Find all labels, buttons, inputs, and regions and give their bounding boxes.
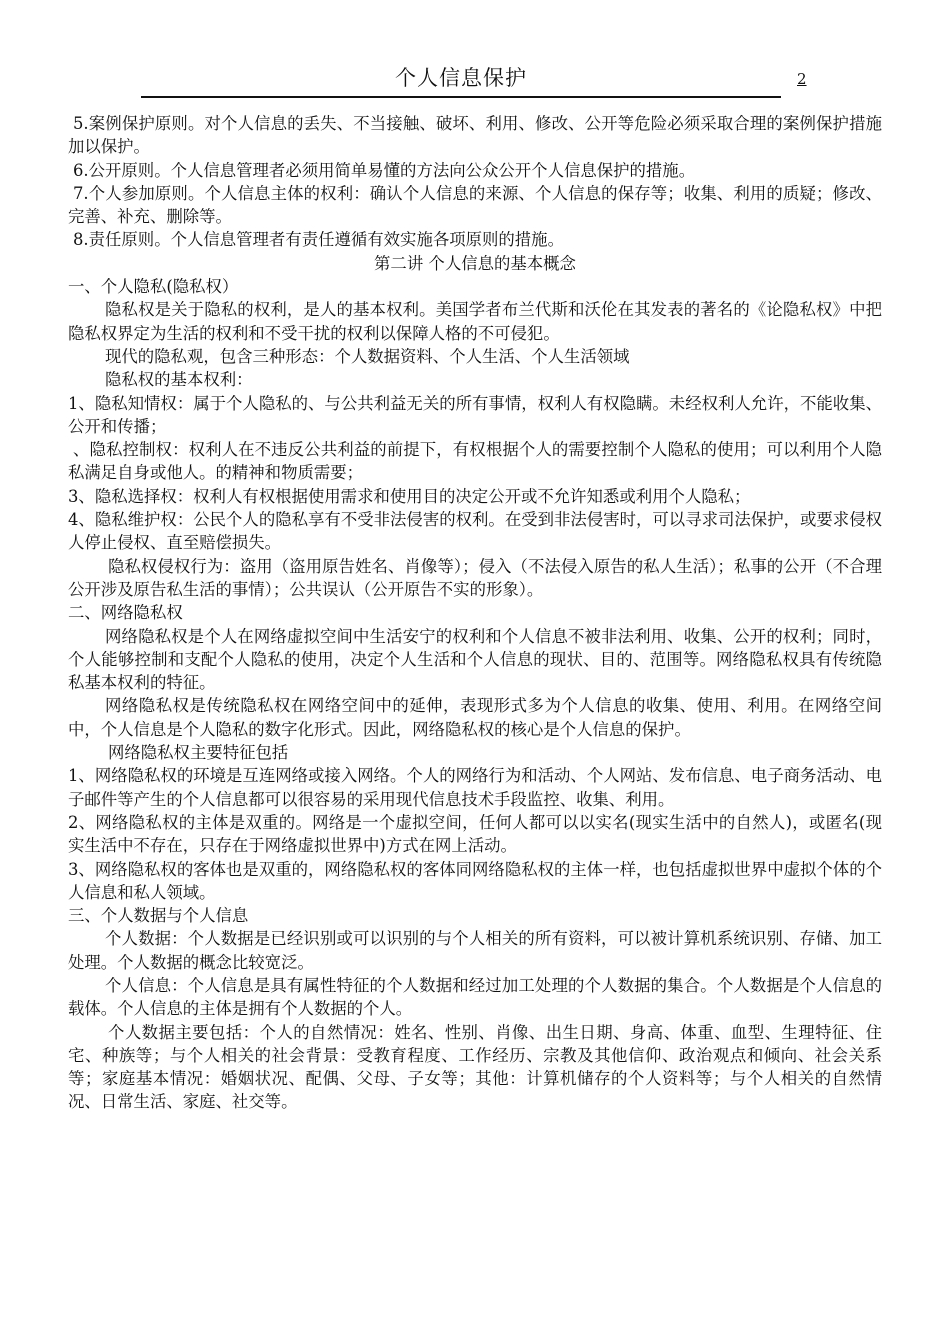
body-paragraph: 网络隐私权是传统隐私权在网络空间中的延伸，表现形式多为个人信息的收集、使用、利用。在网络空间中，个人信息是个人隐私的数字化形式。因此，网络隐私权的核心是个人信息的保护。 [68,696,882,739]
principle-paragraph: 8.责任原则。个人信息管理者有责任遵循有效实施各项原则的措施。 [73,230,564,250]
body-paragraph: 个人数据：个人数据是已经识别或可以识别的与个人相关的所有资料，可以被计算机系统识别、存储、加工处理。个人数据的概念比较宽泛。 [68,929,882,972]
body-paragraph: 隐私权的基本权利： [105,370,253,390]
list-item: 3、网络隐私权的客体也是双重的，网络隐私权的客体同网络隐私权的主体一样，也包括虚拟世界中虚拟个体的个人信息和私人领域。 [68,859,882,902]
list-item: 1、网络隐私权的环境是互连网络或接入网络。个人的网络行为和活动、个人网站、发布信息、电子商务活动、电子邮件等产生的个人信息都可以很容易的采用现代信息技术手段监控、收集、利用。 [68,766,882,809]
page-header-title: 个人信息保护 [395,66,527,90]
section-heading: 一、个人隐私(隐私权） [68,277,239,297]
body-paragraph: 网络隐私权主要特征包括 [108,743,289,763]
body-paragraph: 现代的隐私观，包含三种形态：个人数据资料、个人生活、个人生活领域 [105,346,630,366]
body-paragraph: 个人数据主要包括：个人的自然情况：姓名、性别、肖像、出生日期、身高、体重、血型、生理特征、住宅、种族等；与个人相关的社会背景：受教育程度、工作经历、宗教及其他信仰、政治观点和倾向、社会关系等；家庭基本情况：婚姻状况、配偶、父母、子女等；其他：计算机储存的个人资料等；与个人相关的自然情况、日常生活、家庭、社交等。 [68,1022,882,1112]
body-paragraph: 个人信息：个人信息是具有属性特征的个人数据和经过加工处理的个人数据的集合。个人数据是个人信息的载体。个人信息的主体是拥有个人数据的个人。 [68,975,882,1019]
document-body [68,112,882,1114]
list-item: 1、隐私知情权：属于个人隐私的、与公共利益无关的所有事情，权利人有权隐瞒。未经权利人允许，不能收集、公开和传播； [68,393,882,436]
page-number: 2 [797,70,807,88]
body-paragraph: 隐私权是关于隐私的权利，是人的基本权利。美国学者布兰代斯和沃伦在其发表的著名的《论隐私权》中把隐私权界定为生活的权利和不受干扰的权利以保障人格的不可侵犯。 [68,300,882,343]
principle-paragraph: 6.公开原则。个人信息管理者必须用简单易懂的方法向公众公开个人信息保护的措施。 [73,160,696,180]
lecture-heading: 第二讲 个人信息的基本概念 [374,253,576,273]
list-item: 、隐私控制权：权利人在不违反公共利益的前提下，有权根据个人的需要控制个人隐私的使用；可以利用个人隐私满足自身或他人。的精神和物质需要； [68,440,882,483]
body-paragraph: 网络隐私权是个人在网络虚拟空间中生活安宁的权利和个人信息不被非法利用、收集、公开的权利；同时，个人能够控制和支配个人隐私的使用，决定个人生活和个人信息的现状、目的、范围等。网络隐私权具有传统隐私基本权利的特征。 [68,626,882,693]
principle-paragraph: 5.案例保护原则。对个人信息的丢失、不当接触、破坏、利用、修改、公开等危险必须采取合理的案例保护措施加以保护。 [68,114,882,157]
list-item: 2、网络隐私权的主体是双重的。网络是一个虚拟空间，任何人都可以以实名(现实生活中的自然人)，或匿名(现实生活中不存在，只存在于网络虚拟世界中)方式在网上活动。 [68,812,882,856]
section-heading: 二、网络隐私权 [68,603,183,623]
section-heading: 三、个人数据与个人信息 [68,906,249,926]
header-divider [141,96,781,98]
body-paragraph: 隐私权侵权行为：盗用（盗用原告姓名、肖像等）；侵入（不法侵入原告的私人生活）；私事的公开（不合理公开涉及原告私生活的事情）；公共误认（公开原告不实的形象）。 [68,556,882,599]
list-item: 4、隐私维护权：公民个人的隐私享有不受非法侵害的权利。在受到非法侵害时，可以寻求司法保护，或要求侵权人停止侵权、直至赔偿损失。 [68,510,882,553]
list-item: 3、隐私选择权：权利人有权根据使用需求和使用目的决定公开或不允许知悉或利用个人隐私； [68,486,751,506]
principle-paragraph: 7.个人参加原则。个人信息主体的权利：确认个人信息的来源、个人信息的保存等；收集、利用的质疑；修改、完善、补充、删除等。 [68,183,882,227]
